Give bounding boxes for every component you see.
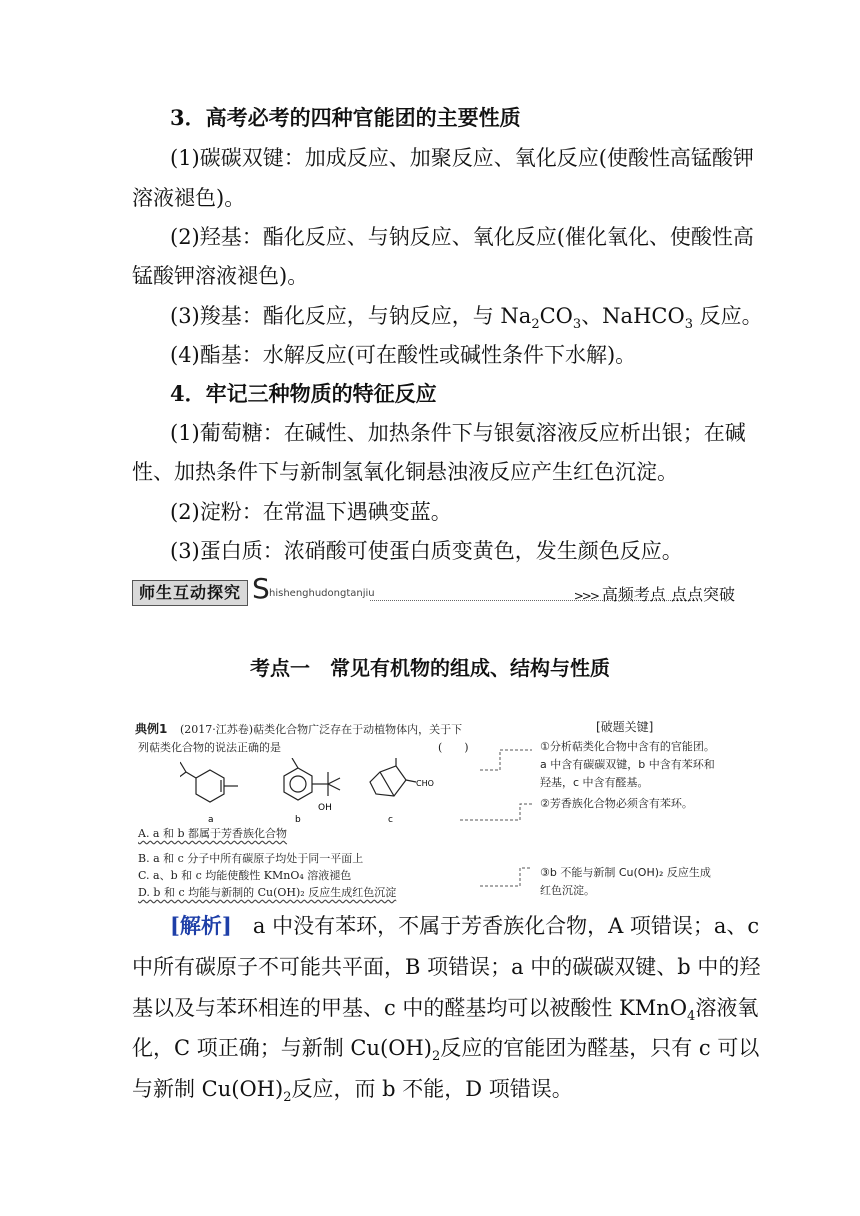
analysis-line4-a: 化，C 项正确；与新制 Cu(OH) — [132, 1036, 432, 1060]
molecule-b-label: b — [295, 815, 301, 825]
molecule-b-ring — [284, 768, 312, 800]
banner-pinyin: hishenghudongtanjiu — [269, 588, 375, 599]
analysis-line4 — [132, 1033, 759, 1063]
analysis-line3 — [132, 993, 758, 1023]
example-stem-line2: 列萜类化合物的说法正确的是 — [138, 741, 281, 754]
hint-2: ②芳香族化合物必须含有苯环。 — [540, 797, 693, 810]
molecule-a-label: a — [208, 815, 214, 825]
analysis-line4-b: 反应的官能团为醛基，只有 c 可以 — [440, 1036, 760, 1060]
p3-text-b: CO — [539, 304, 573, 328]
section4-p1-line1: (1)葡萄糖：在碱性、加热条件下与银氨溶液反应析出银；在碱 — [170, 421, 746, 445]
hint-1-line3: 羟基，c 中含有醛基。 — [540, 776, 649, 789]
hint-3-line2: 红色沉淀。 — [540, 884, 595, 897]
kaodian-title: 考点一 常见有机物的组成、结构与性质 — [250, 656, 610, 680]
section4-p1-line2: 性、加热条件下与新制氢氧化铜悬浊液反应产生红色沉淀。 — [132, 460, 678, 484]
section-banner — [132, 572, 735, 608]
section3-p1-line2: 溶液褪色)。 — [132, 186, 246, 210]
section3-p4: (4)酯基：水解反应(可在酸性或碱性条件下水解)。 — [170, 343, 637, 367]
hint-connectors — [420, 740, 540, 890]
analysis-line3-a: 基以及与苯环相连的甲基、c 中的醛基均可以被酸性 KMnO — [132, 996, 688, 1020]
p3-sub-3: 3 — [684, 317, 693, 333]
p3-text-a: (3)羧基：酯化反应，与钠反应，与 Na — [170, 304, 532, 328]
analysis-line4-sub: 2 — [431, 1049, 441, 1065]
section3-p1-line1: (1)碳碳双键：加成反应、加聚反应、氧化反应(使酸性高锰酸钾 — [170, 146, 754, 170]
section4-p3: (3)蛋白质：浓硝酸可使蛋白质变黄色，发生颜色反应。 — [170, 539, 683, 563]
analysis-line5-a: 与新制 Cu(OH) — [132, 1077, 284, 1101]
section3-p2-line2: 锰酸钾溶液褪色)。 — [132, 264, 309, 288]
option-b: B. a 和 c 分子中所有碳原子均处于同一平面上 — [138, 852, 364, 865]
banner-right-text: 高频考点 点点突破 — [601, 585, 735, 604]
banner-right-label — [574, 582, 735, 605]
section3-p2-line1: (2)羟基：酯化反应、与钠反应、氧化反应(催化氧化、使酸性高 — [170, 225, 754, 249]
analysis-tag: [解析] — [170, 913, 232, 938]
p3-text-d: 反应。 — [692, 304, 763, 328]
banner-label: 师生互动探究 — [132, 580, 248, 606]
example-label: 典例1 — [135, 722, 168, 736]
analysis-line1 — [170, 911, 759, 941]
p3-sub-2: 3 — [572, 317, 582, 333]
analysis-line3-b: 溶液氧 — [695, 996, 759, 1020]
section4-heading: 4．牢记三种物质的特征反应 — [170, 381, 437, 406]
p3-text-c: 、NaHCO — [581, 304, 685, 328]
analysis-line5 — [132, 1074, 573, 1104]
section3-p3 — [170, 301, 763, 331]
section3-heading: 3．高考必考的四种官能团的主要性质 — [170, 105, 521, 130]
section4-p2: (2)淀粉：在常温下遇碘变蓝。 — [170, 500, 452, 524]
p3-sub-1: 2 — [531, 317, 540, 333]
banner-arrows: >>> — [573, 589, 598, 603]
analysis-line5-sub: 2 — [283, 1090, 292, 1106]
hint-title: [破题关键] — [596, 720, 654, 734]
hint-3-line1: ③b 不能与新制 Cu(OH)₂ 反应生成 — [540, 866, 711, 879]
oh-label: OH — [318, 803, 332, 813]
molecule-c-ring — [370, 766, 406, 796]
hint-1-line1: ①分析萜类化合物中含有的官能团。 — [540, 740, 715, 753]
molecule-a-ring — [196, 770, 224, 802]
molecule-c-label: c — [388, 815, 393, 825]
option-a: A. a 和 b 都属于芳香族化合物 — [138, 827, 288, 840]
analysis-line3-sub: 4 — [687, 1009, 696, 1025]
analysis-line5-b: 反应，而 b 不能，D 项错误。 — [291, 1077, 573, 1101]
banner-letter: S — [252, 572, 270, 605]
analysis-line1-text: a 中没有苯环，不属于芳香族化合物，A 项错误；a、c — [231, 914, 760, 938]
option-d: D. b 和 c 均能与新制的 Cu(OH)₂ 反应生成红色沉淀 — [138, 886, 397, 899]
analysis-line2: 中所有碳原子不可能共平面，B 项错误；a 中的碳碳双键、b 中的羟 — [132, 955, 761, 979]
option-c: C. a、b 和 c 均能使酸性 KMnO₄ 溶液褪色 — [138, 869, 352, 882]
cho-label: CHO — [416, 779, 434, 788]
example-paren: ( ) — [438, 741, 469, 754]
hint-1-line2: a 中含有碳碳双键，b 中含有苯环和 — [540, 758, 715, 771]
example-stem-line1: (2017·江苏卷)萜类化合物广泛存在于动植物体内，关于下 — [180, 723, 463, 736]
